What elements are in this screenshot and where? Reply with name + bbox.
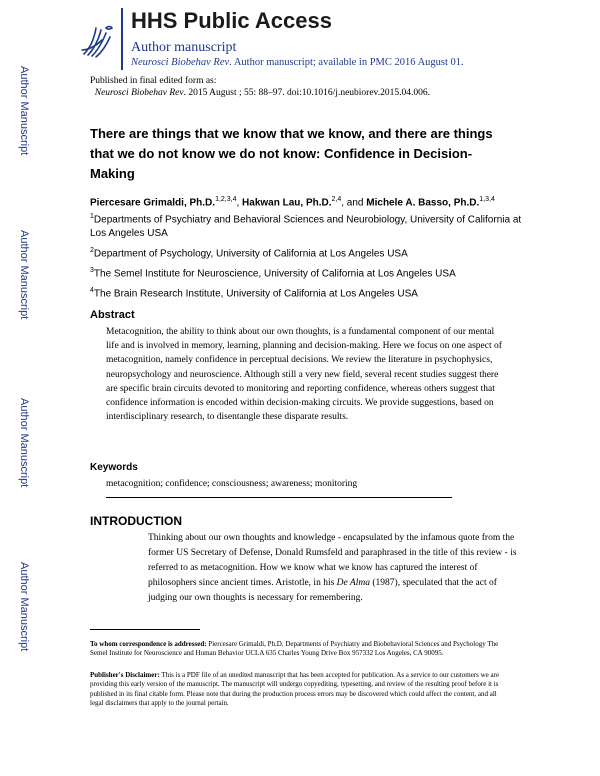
keywords-divider <box>106 497 452 498</box>
affiliation-3 <box>90 264 540 281</box>
header-divider <box>121 8 123 70</box>
abstract-body: Metacognition, the ability to think about our own thoughts, is a fundamental component of our mental life and is involved in memory, learning, planning and decision-making. Here we focus on one aspect of metacognition, namely confidence in perceptual decisions. We review the literature in psychophysics, neuropsychology and neuroscience. Although still a very new field, several recent studies suggest there are specific brain circuits devoted to monitoring and reporting confidence, whereas others suggest that confidence information is encoded within decision-making circuits. We provide suggestions, based on interdisciplinary research, to disentangle these disparate results. <box>106 327 502 423</box>
affiliation-number: 1 <box>90 213 94 220</box>
affiliation-text: Department of Psychology, University of California at Los Angeles USA <box>93 248 408 260</box>
disclaimer-text: This is a PDF file of an unedited manuscript that has been accepted for publication. As a service to our customers we are providing this early version of the manuscript. The manuscript will undergo copyediting, typesetting, and review of the resulting proof before it is published in its final citable form. Please note that during the production process errors may be discovered which could affect the content, and all legal disclaimers that apply to the journal pertain. <box>90 671 500 707</box>
affiliation-number: 4 <box>90 287 94 294</box>
introduction-heading: INTRODUCTION <box>90 514 182 528</box>
side-label-1: Author Manuscript <box>18 66 30 156</box>
citation-journal: Neurosci Biobehav Rev <box>94 88 184 98</box>
hhs-eagle-logo-icon <box>76 20 118 62</box>
author-name: Hakwan Lau, Ph.D. <box>242 197 332 209</box>
side-label-2: Author Manuscript <box>18 230 30 320</box>
citation-details: . 2015 August ; 55: 88–97. doi:10.1016/j.neubiorev.2015.04.006. <box>183 88 430 98</box>
author-affiliation-marks: 1,2,3,4 <box>215 196 237 203</box>
publisher-disclaimer <box>90 671 510 708</box>
header-journal-abbrev: Neurosci Biobehav Rev <box>131 57 230 68</box>
affiliation-number: 3 <box>90 267 94 274</box>
keywords-list: metacognition; confidence; consciousness; awareness; monitoring <box>106 479 358 489</box>
header-journal-line <box>131 57 464 68</box>
affiliation-1 <box>90 210 540 241</box>
affiliation-2 <box>90 244 540 261</box>
correspondence-text: Piercesare Grimaldi, Ph.D. Departments of Psychiatry and Biobehavioral Sciences and Psychology The Semel Institute for Neuroscience and Human Behavior UCLA 635 Charles Young Drive Box 957332 Los Angeles, CA 90095. <box>90 640 499 658</box>
correspondence-label: To whom correspondence is addressed: <box>90 640 207 648</box>
correspondence-footnote <box>90 640 510 659</box>
header-title: HHS Public Access <box>131 8 332 33</box>
author-affiliation-marks: 2,4 <box>331 196 342 203</box>
keywords-heading: Keywords <box>90 462 138 473</box>
affiliation-number: 2 <box>90 247 94 254</box>
affiliation-text: The Brain Research Institute, University of California at Los Angeles USA <box>93 288 418 300</box>
header-subtitle: Author manuscript <box>131 40 237 55</box>
side-label-4: Author Manuscript <box>18 562 30 652</box>
author-affiliation-marks: 1,3,4 <box>479 196 495 203</box>
author-name: Piercesare Grimaldi, Ph.D. <box>90 197 216 209</box>
footnote-divider <box>90 629 200 630</box>
disclaimer-label: Publisher's Disclaimer: <box>90 671 160 679</box>
affiliation-4 <box>90 284 540 301</box>
author-list <box>90 196 495 208</box>
published-in-label: Published in final edited form as: <box>90 76 217 86</box>
intro-text-start: Thinking about our own thoughts and knowledge - encapsulated by the infamous quote from the former US Secretary of Defense, Donald Rumsfeld and paraphrased in the title of this review - is referred to as metacognition. How we know what we know has captured the interest of philosophers since ancient times. Aristotle, in his <box>148 533 517 588</box>
citation-line <box>90 88 430 98</box>
abstract-heading: Abstract <box>90 309 135 321</box>
side-label-3: Author Manuscript <box>18 398 30 488</box>
author-separator: , and <box>341 197 367 209</box>
intro-text-end: (1987), speculated that the act of judging our own thoughts is necessary for remembering. <box>148 578 497 603</box>
author-name: Michele A. Basso, Ph.D. <box>366 197 480 209</box>
intro-italic-title: De Alma <box>336 578 370 588</box>
header-journal-availability: . Author manuscript; available in PMC 2016 August 01. <box>229 57 464 68</box>
affiliation-text: Departments of Psychiatry and Behavioral Sciences and Neurobiology, University of California at Los Angeles USA <box>90 214 522 240</box>
affiliation-text: The Semel Institute for Neuroscience, University of California at Los Angeles USA <box>93 268 456 280</box>
author-separator: , <box>236 197 243 209</box>
introduction-paragraph <box>148 531 518 606</box>
article-title: There are things that we know that we know, and there are things that we do not know we do not know: Confidence in Decision-Making <box>90 126 493 181</box>
